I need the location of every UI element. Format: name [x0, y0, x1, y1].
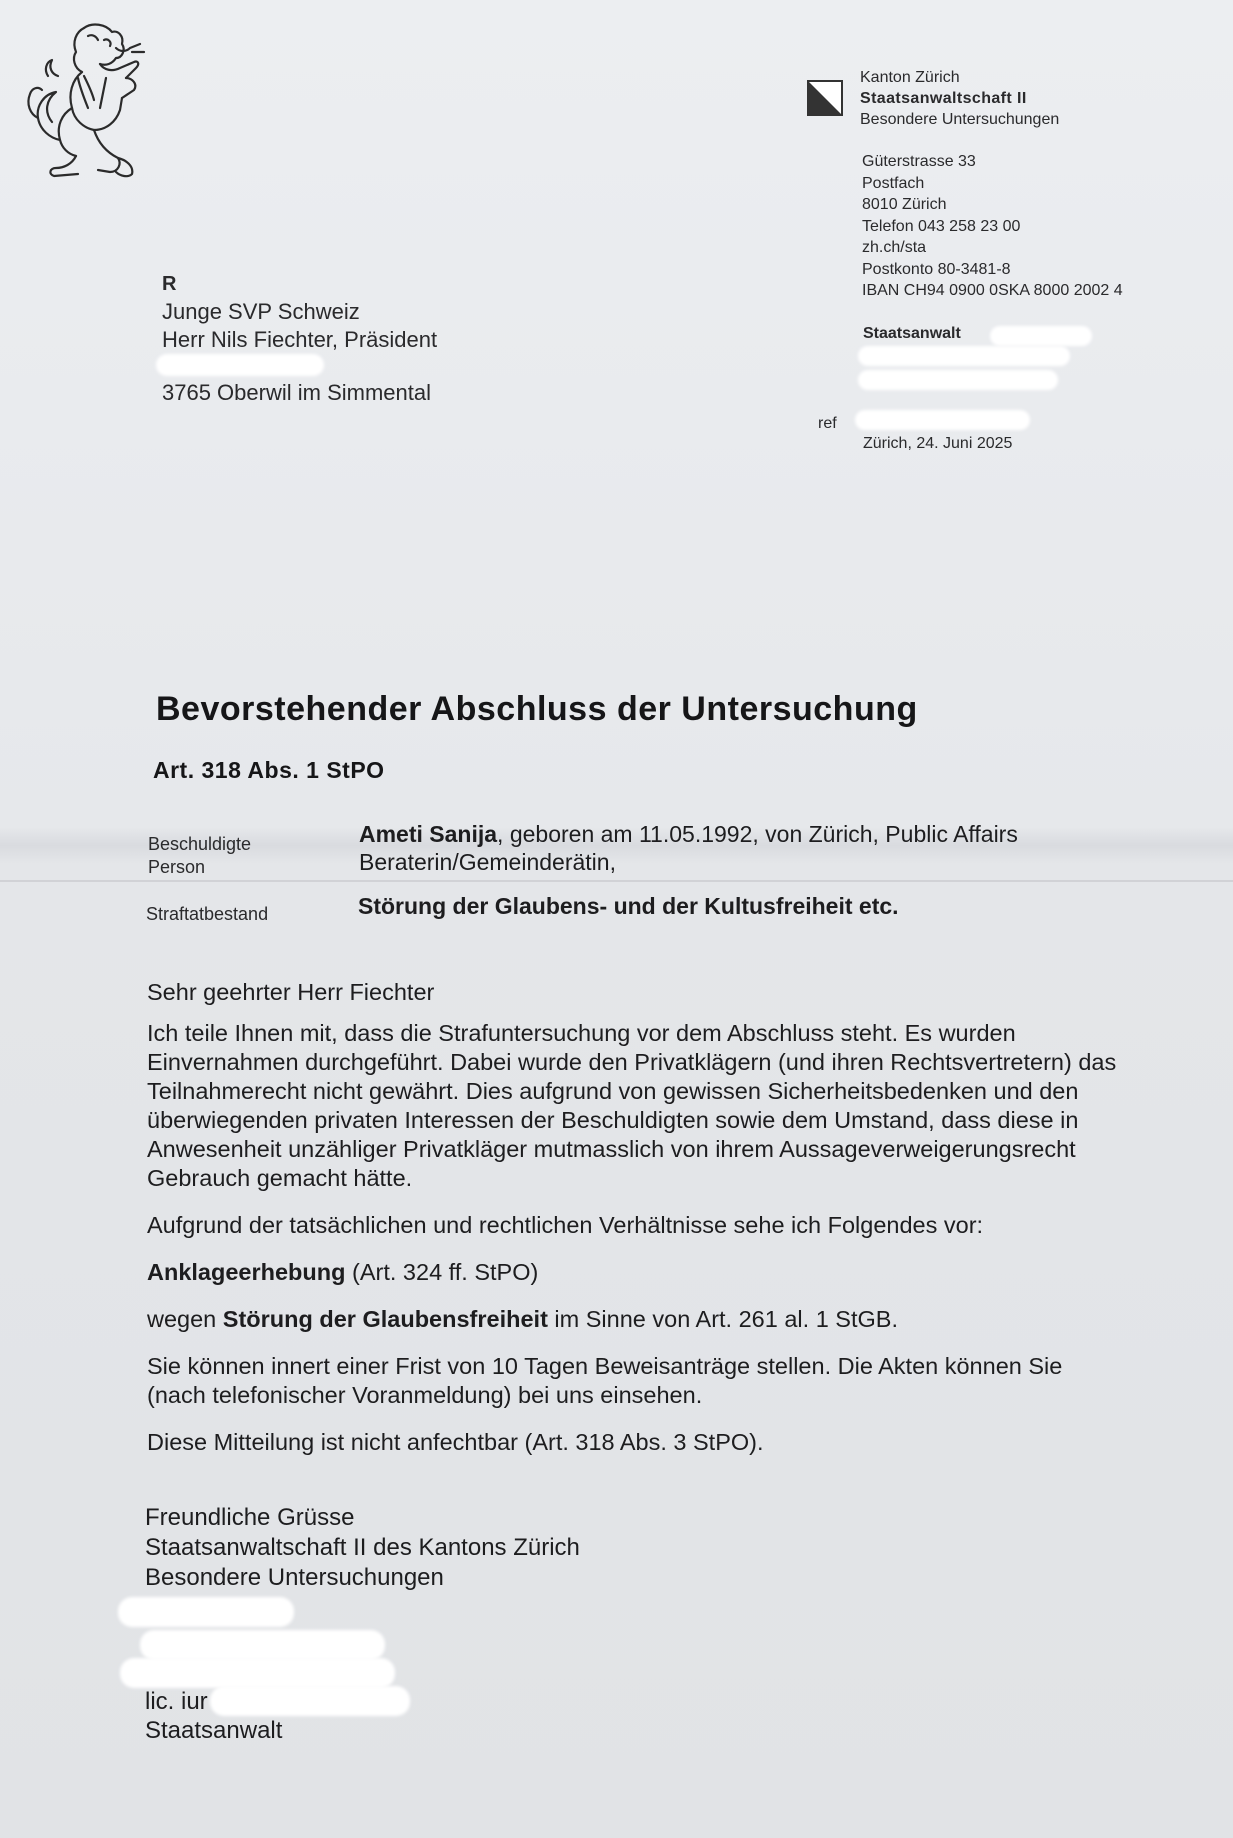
redaction [858, 370, 1058, 390]
closing-department: Besondere Untersuchungen [145, 1564, 444, 1591]
recipient-block [162, 270, 437, 354]
offense-value: Störung der Glaubens- und der Kultusfreiheit etc. [358, 893, 899, 919]
body-paragraph-3: Sie können innert einer Frist von 10 Tagen Beweisanträge stellen. Die Akten können Sie (nach telefonischer Voranmeldung) bei uns einsehen. [147, 1353, 1063, 1408]
recipient-person: Herr Nils Fiechter, Präsident [162, 327, 438, 352]
address-phone: Telefon 043 258 23 00 [862, 217, 1021, 235]
accused-label-line-2: Person [148, 857, 206, 877]
sender-block [860, 67, 1059, 130]
address-postal-account: Postkonto 80-3481-8 [862, 260, 1011, 278]
body-paragraph-4: Diese Mitteilung ist nicht anfechtbar (Art. 318 Abs. 3 StPO). [147, 1429, 764, 1455]
redaction [140, 1630, 385, 1660]
office-name: Staatsanwaltschaft II [860, 90, 1027, 107]
ref-label: ref [818, 415, 837, 432]
signatory-role: Staatsanwalt [145, 1717, 283, 1744]
address-iban: IBAN CH94 0900 0SKA 8000 2002 4 [862, 282, 1123, 299]
redaction [118, 1597, 294, 1627]
sender-address [862, 151, 1123, 302]
redaction [210, 1686, 410, 1716]
address-pobox: Postfach [862, 174, 925, 192]
recipient-city: 3765 Oberwil im Simmental [162, 380, 431, 405]
redaction [156, 354, 324, 376]
offense-bold: Störung der Glaubensfreiheit [222, 1306, 548, 1332]
address-city: 8010 Zürich [862, 196, 947, 213]
redaction [855, 410, 1030, 430]
charge-rest: (Art. 324 ff. StPO) [345, 1259, 539, 1285]
signatory-title: lic. iur [145, 1688, 208, 1715]
closing-block [145, 1503, 580, 1593]
body-paragraph-1: Ich teile Ihnen mit, dass die Strafuntersuchung vor dem Abschluss steht. Es wurden Einvernahmen durchgeführt. Dabei wurde den Privatklägern (und ihren Rechtsvertretern) das Teilnahmerecht nicht gewährt. Dies aufgrund von gewissen Sicherheitsbedenken und den überwiegenden privaten Interessen der Beschuldigten sowie dem Umstand, dass diese in Anwesenheit unzähliger Privatkläger mutmasslich von ihrem Aussageverweigerungsrecht Gebrauch gemacht hätte. [147, 1020, 1117, 1191]
registered-mail-marker: R [162, 273, 177, 295]
address-web: zh.ch/sta [862, 239, 927, 256]
offense-rest: im Sinne von Art. 261 al. 1 StGB. [547, 1306, 898, 1332]
accused-details: , geboren am 11.05.1992, von Zürich, Public Affairs [497, 821, 1018, 847]
recipient-org: Junge SVP Schweiz [162, 299, 360, 324]
canton-zurich-shield-icon [807, 80, 843, 116]
department-name: Besondere Untersuchungen [860, 111, 1060, 128]
closing-greeting: Freundliche Grüsse [145, 1504, 355, 1531]
accused-value [359, 820, 1018, 876]
redaction [120, 1658, 395, 1688]
letter-body [147, 978, 1127, 1475]
body-paragraph-2: Aufgrund der tatsächlichen und rechtlichen Verhältnisse sehe ich Folgendes vor: [147, 1212, 984, 1238]
address-street: Güterstrasse 33 [862, 153, 976, 170]
paper-fold [0, 880, 1233, 882]
redaction [858, 346, 1070, 366]
salutation: Sehr geehrter Herr Fiechter [147, 979, 435, 1005]
document-subtitle: Art. 318 Abs. 1 StPO [153, 757, 385, 783]
letter-date: Zürich, 24. Juni 2025 [863, 435, 1013, 452]
prosecutor-label: Staatsanwalt [863, 325, 961, 342]
accused-label [148, 833, 251, 879]
accused-label-line-1: Beschuldigte [148, 834, 252, 854]
canton-name: Kanton Zürich [860, 69, 960, 86]
charge-bold: Anklageerhebung [147, 1259, 346, 1285]
closing-office: Staatsanwaltschaft II des Kantons Zürich [145, 1534, 580, 1561]
offense-line [147, 1305, 1127, 1334]
charge-line [147, 1258, 1127, 1287]
document-title: Bevorstehender Abschluss der Untersuchung [156, 690, 918, 728]
offense-prefix: wegen [147, 1306, 223, 1332]
zurich-lion-logo-icon [22, 18, 160, 194]
offense-label: Straftatbestand [146, 904, 269, 924]
accused-name: Ameti Sanija [359, 821, 498, 847]
redaction [990, 326, 1092, 346]
accused-occupation: Beraterin/Gemeinderätin, [359, 849, 616, 875]
